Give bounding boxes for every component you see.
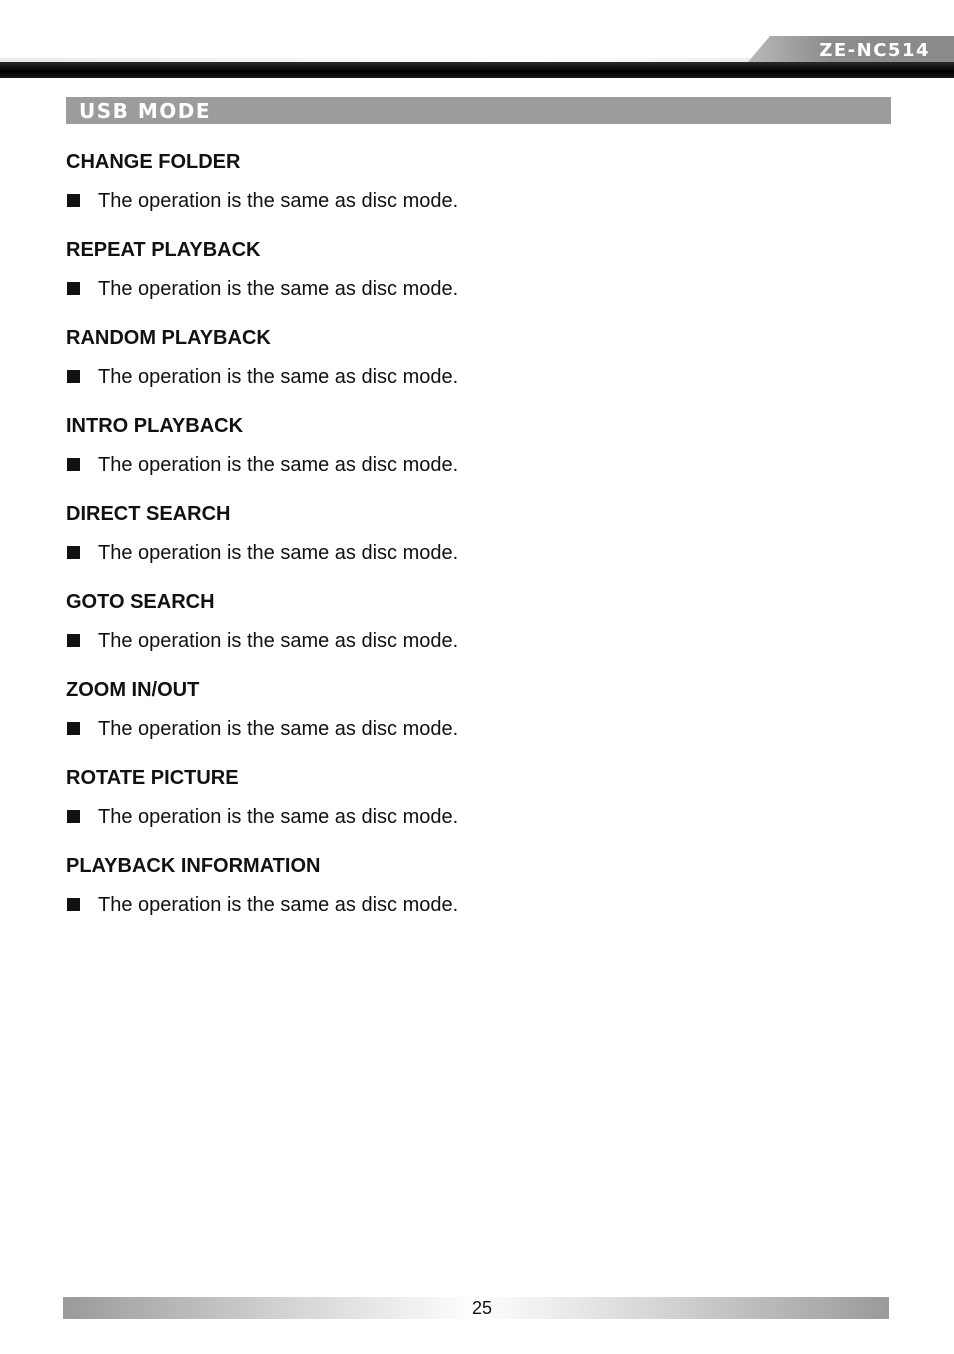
section-item	[66, 678, 886, 766]
item-heading: REPEAT PLAYBACK	[66, 239, 261, 261]
item-heading: GOTO SEARCH	[66, 591, 215, 613]
item-bullet-line	[66, 276, 886, 302]
item-bullet-line	[66, 628, 886, 654]
item-bullet-line	[66, 188, 886, 214]
header-bar	[0, 62, 954, 78]
item-bullet-line	[66, 452, 886, 478]
item-heading: CHANGE FOLDER	[66, 151, 241, 173]
page-number: 25	[471, 1298, 493, 1318]
item-text: The operation is the same as disc mode.	[98, 454, 459, 476]
item-text: The operation is the same as disc mode.	[98, 278, 459, 300]
section-item	[66, 414, 886, 502]
content	[66, 150, 886, 942]
item-text: The operation is the same as disc mode.	[98, 190, 459, 212]
section-item	[66, 150, 886, 238]
item-heading: DIRECT SEARCH	[66, 503, 231, 525]
item-bullet-line	[66, 364, 886, 390]
item-heading: PLAYBACK INFORMATION	[66, 855, 321, 877]
item-text: The operation is the same as disc mode.	[98, 894, 459, 916]
item-heading: ROTATE PICTURE	[66, 767, 239, 789]
item-text: The operation is the same as disc mode.	[98, 366, 459, 388]
square-bullet-icon	[67, 810, 80, 823]
item-text: The operation is the same as disc mode.	[98, 630, 459, 652]
item-bullet-line	[66, 892, 886, 918]
square-bullet-icon	[67, 898, 80, 911]
model-name: ZE-NC514	[819, 40, 930, 61]
square-bullet-icon	[67, 282, 80, 295]
square-bullet-icon	[67, 722, 80, 735]
square-bullet-icon	[67, 546, 80, 559]
item-bullet-line	[66, 540, 886, 566]
section-item	[66, 766, 886, 854]
section-item	[66, 854, 886, 942]
item-heading: RANDOM PLAYBACK	[66, 327, 271, 349]
item-bullet-line	[66, 804, 886, 830]
item-text: The operation is the same as disc mode.	[98, 542, 459, 564]
item-heading: ZOOM IN/OUT	[66, 679, 200, 701]
square-bullet-icon	[67, 194, 80, 207]
section-item	[66, 590, 886, 678]
item-heading: INTRO PLAYBACK	[66, 415, 244, 437]
item-bullet-line	[66, 716, 886, 742]
section-item	[66, 326, 886, 414]
square-bullet-icon	[67, 458, 80, 471]
section-title: USB MODE	[79, 99, 212, 123]
square-bullet-icon	[67, 634, 80, 647]
item-text: The operation is the same as disc mode.	[98, 806, 459, 828]
section-item	[66, 238, 886, 326]
section-title-bar	[66, 97, 891, 124]
section-item	[66, 502, 886, 590]
item-text: The operation is the same as disc mode.	[98, 718, 459, 740]
square-bullet-icon	[67, 370, 80, 383]
